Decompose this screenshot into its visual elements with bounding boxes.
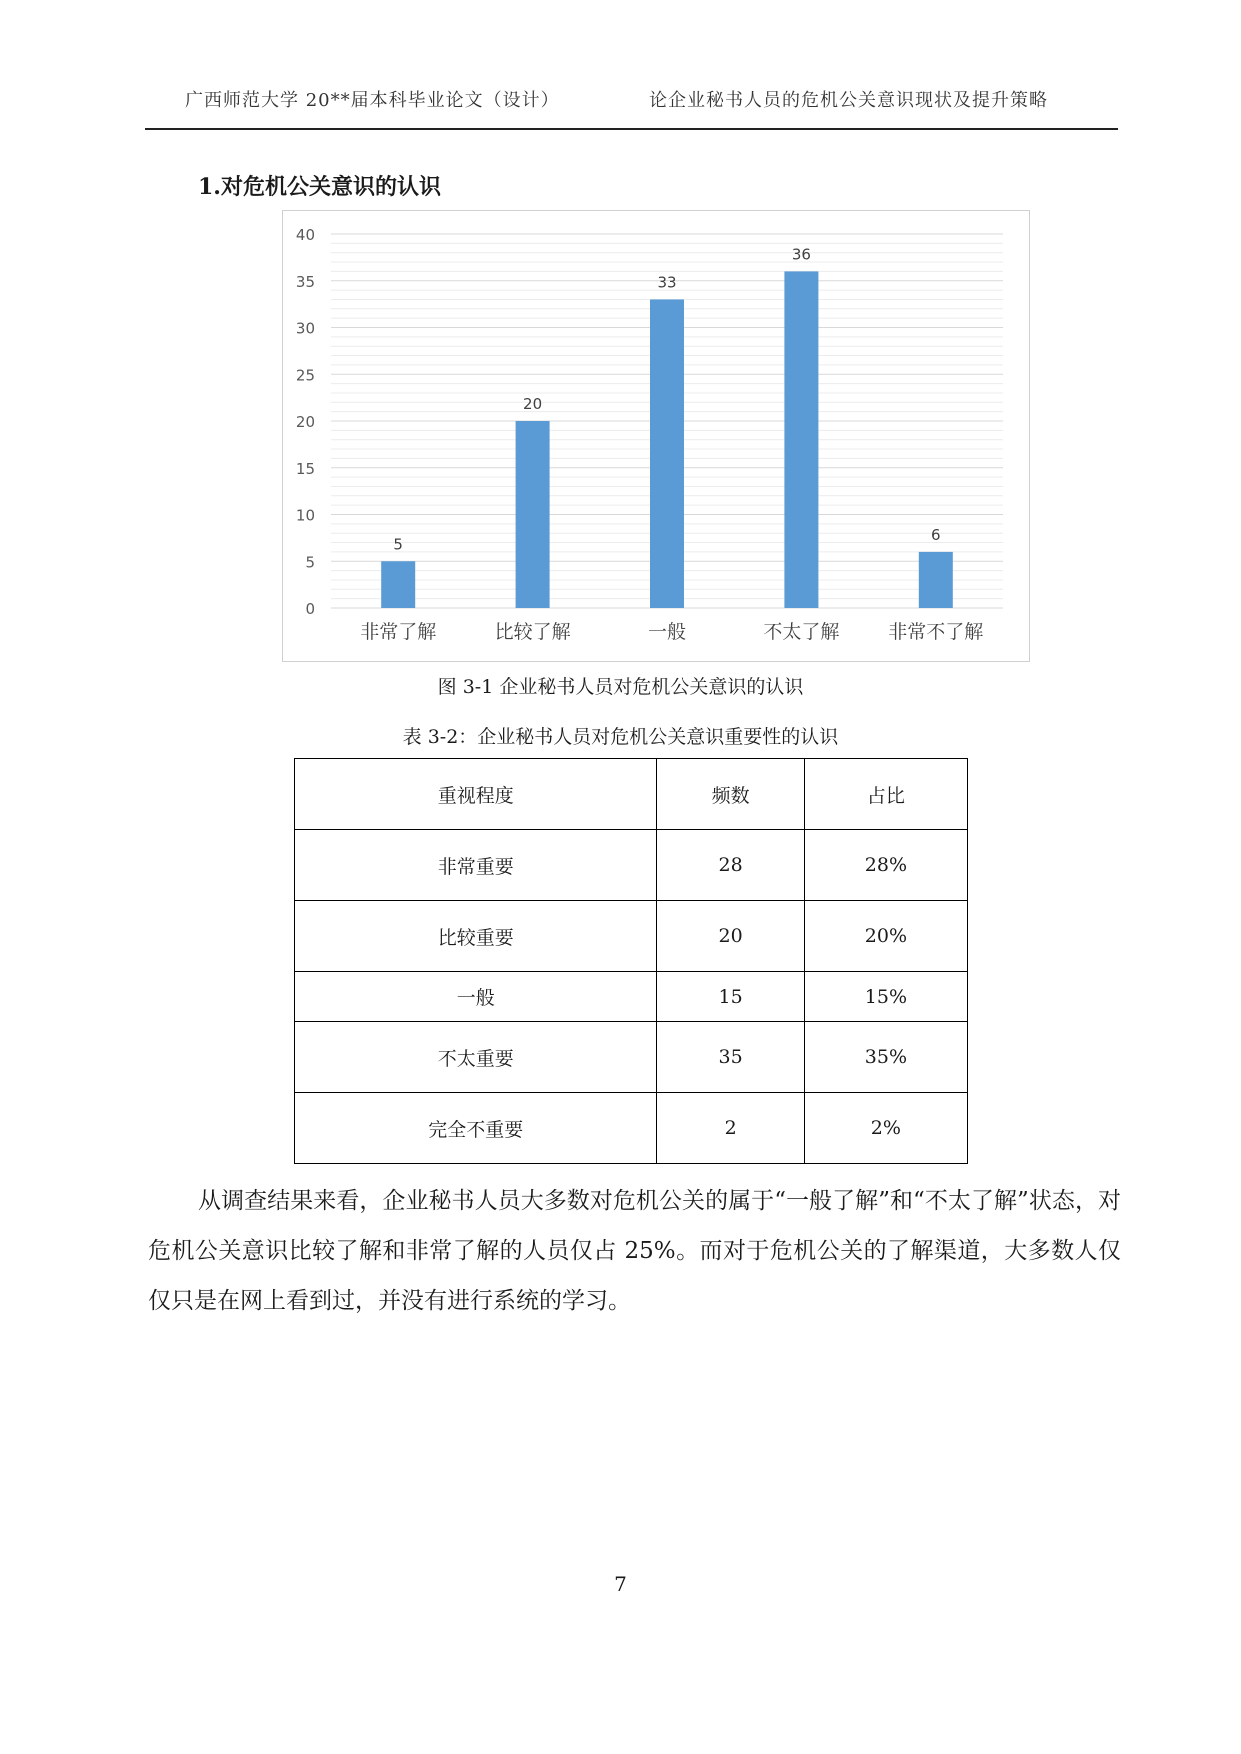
table-cell: 35% <box>804 1022 967 1093</box>
y-tick-label: 40 <box>295 226 315 244</box>
page-number: 7 <box>614 1572 627 1596</box>
table-cell: 非常重要 <box>295 830 657 901</box>
table-cell: 35 <box>657 1022 804 1093</box>
section-title: 1.对危机公关意识的认识 <box>198 174 441 200</box>
table-cell: 完全不重要 <box>295 1093 657 1164</box>
table-cell: 28 <box>657 830 804 901</box>
table-cell: 比较重要 <box>295 901 657 972</box>
header-right-text: 论企业秘书人员的危机公关意识现状及提升策略 <box>649 90 1048 111</box>
y-tick-label: 25 <box>295 366 315 385</box>
data-label: 36 <box>791 245 811 264</box>
bar <box>919 552 953 608</box>
table-header-cell: 占比 <box>804 759 967 830</box>
bar <box>784 271 818 608</box>
bar <box>650 299 684 608</box>
y-tick-label: 15 <box>295 459 315 478</box>
table-row <box>295 1022 968 1093</box>
table-header-cell: 重视程度 <box>295 759 657 830</box>
table-header-cell: 频数 <box>657 759 804 830</box>
table-cell: 2% <box>804 1093 967 1164</box>
table-caption: 表 3-2：企业秘书人员对危机公关意识重要性的认识 <box>402 726 839 748</box>
header-left-text: 广西师范大学 20**届本科毕业论文（设计） <box>185 90 560 111</box>
table-row <box>295 901 968 972</box>
body-paragraph <box>148 1176 1121 1326</box>
table-cell: 28% <box>804 830 967 901</box>
table-row <box>295 1093 968 1164</box>
table-cell: 20% <box>804 901 967 972</box>
bar <box>516 421 550 608</box>
y-tick-label: 30 <box>295 319 315 338</box>
bar-chart <box>282 210 1030 662</box>
table-row <box>295 830 968 901</box>
table-cell: 一般 <box>295 972 657 1022</box>
table-cell: 20 <box>657 901 804 972</box>
bar-chart-svg <box>283 211 1029 661</box>
table-cell: 15% <box>804 972 967 1022</box>
data-label: 20 <box>523 395 543 413</box>
paragraph-text: 从调查结果来看，企业秘书人员大多数对危机公关的属于“一般了解”和“不太了解”状态，对危机公关意识比较了解和非常了解的人员仅占 25%。而对于危机公关的了解渠道，大多数人仅仅只是在网上看到过，并没有进行系统的学习。 <box>148 1188 1121 1314</box>
table-row <box>295 972 968 1022</box>
bar <box>381 561 415 608</box>
x-tick-label: 非常不了解 <box>888 621 984 643</box>
data-table <box>294 758 968 1164</box>
y-tick-label: 20 <box>295 413 315 431</box>
table-cell: 不太重要 <box>295 1022 657 1093</box>
table-cell: 15 <box>657 972 804 1022</box>
figure-caption: 图 3-1 企业秘书人员对危机公关意识的认识 <box>437 676 804 698</box>
y-tick-label: 35 <box>295 272 315 291</box>
data-label: 6 <box>931 525 941 544</box>
data-label: 33 <box>657 273 677 292</box>
x-tick-label: 非常了解 <box>360 621 437 643</box>
y-tick-label: 0 <box>305 600 315 618</box>
page-header <box>145 0 1118 130</box>
x-tick-label: 不太了解 <box>763 621 840 643</box>
table-header-row <box>295 759 968 830</box>
y-tick-label: 10 <box>295 506 315 525</box>
x-tick-label: 比较了解 <box>494 621 571 643</box>
data-label: 5 <box>393 535 403 554</box>
x-tick-label: 一般 <box>647 621 687 643</box>
y-tick-label: 5 <box>305 553 315 572</box>
table-cell: 2 <box>657 1093 804 1164</box>
